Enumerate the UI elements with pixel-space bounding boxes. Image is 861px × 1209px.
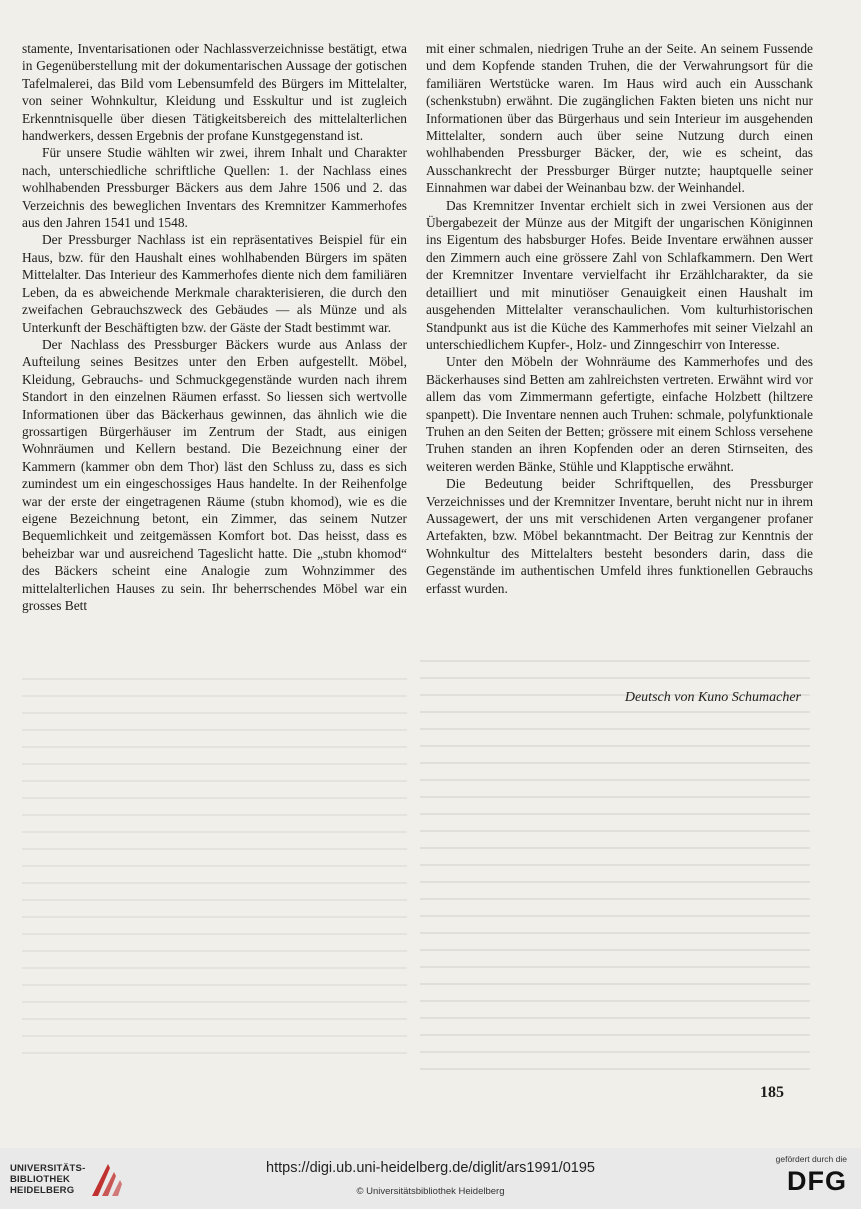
institution-line: UNIVERSITÄTS- xyxy=(10,1163,86,1174)
copyright-notice: © Universitätsbibliothek Heidelberg xyxy=(356,1186,505,1197)
institution-line: HEIDELBERG xyxy=(10,1185,75,1196)
funding-caption: gefördert durch die xyxy=(775,1154,847,1164)
show-through-right xyxy=(420,660,810,1070)
paragraph: Unter den Möbeln der Wohnräume des Kammerhofes und des Bäckerhauses sind Betten am zahlreichsten vertreten. Erwähnt wird vor allem das vom Zimmermann gefertigte, einfache Holzbett (hiltzere spanpett). Die Inventare nennen auch Truhen: schmale, polyfunktionale Truhen an den Seiten der Betten; grössere mit einem Schloss versehene Truhen standen an ihren Kopfenden oder an deren Stirnseiten, des weiteren werden Bänke, Stühle und Klapptische erwähnt. xyxy=(426,354,813,474)
dfg-logo: DFG xyxy=(787,1166,847,1196)
paragraph: stamente, Inventarisationen oder Nachlassverzeichnisse bestätigt, etwa in Gegenüberstellung mit der dokumentarischen Aussage der gotischen Tafelmalerei, das Bild vom Lebensumfeld des Bürgers im Mittelalter, von seiner Wohnkultur, Kleidung und Esskultur und ist zugleich Erkenntnisquelle über diesen Tätigkeitsbereich des mittelalterlichen handwerkers, dessen Ergebnis der profane Kunstgegenstand ist. xyxy=(22,41,407,144)
viewer-footer xyxy=(0,1148,861,1209)
paragraph: Der Nachlass des Pressburger Bäckers wurde aus Anlass der Aufteilung seines Besitzes unter den Erben aufgestellt. Möbel, Kleidung, Gebrauchs- und Schmuckgegenstände wurden nach ihrem Standort in den einzelnen Räumen erfasst. So liessen sich wertvolle Informationen über das Bäckerhaus gewinnen, das ähnlich wie die grossartigen Bürgerhäuser im Zentrum der Stadt, aus einigen Wohnräumen und Kellern bestand. Die Bezeichnung einer der Kammern (kammer obn dem Thor) läst den Schluss zu, dass es sich zumindest um ein eingeschossiges Haus handelte. In der Reihenfolge war der erste der eingetragenen Räume (stubn khomod), wie es die eigene Bezeichnung betont, ein Zimmer, das seinem Nutzer Bequemlichkeit und zeitgemässen Komfort bot. Das heisst, dass es beheizbar war und ausreichend Tageslicht hatte. Die „stubn khomod“ des Bäckers scheint eine Analogie zum Wohnzimmer des mittelalterlichen Hauses zu sein. Ihr beherrschendes Möbel war ein grosses Bett xyxy=(22,336,407,613)
paragraph: Für unsere Studie wählten wir zwei, ihrem Inhalt und Charakter nach, unterschiedliche schriftliche Quellen: 1. der Nachlass eines wohlhabenden Pressburger Bäckers aus dem Jahre 1506 und 2. das Verzeichnis des beweglichen Inventars des Kremnitzer Kammerhofes aus den Jahren 1541 und 1548. xyxy=(22,145,407,231)
translator-credit: Deutsch von Kuno Schumacher xyxy=(624,690,801,705)
right-text-column xyxy=(426,40,813,597)
page-url-link[interactable]: https://digi.ub.uni-heidelberg.de/diglit/ars1991/0195 xyxy=(266,1160,595,1176)
show-through-left xyxy=(22,678,407,1068)
page-number: 185 xyxy=(760,1084,784,1101)
institution-line: BIBLIOTHEK xyxy=(10,1174,71,1185)
paragraph: Das Kremnitzer Inventar erchielt sich in zwei Versionen aus der Übergabezeit der Münze aus der Mitgift der ungarischen Königinnen ins Eigentum des habsburger Hofes. Beide Inventare erwähnen ausser den Zimmern auch eine grössere Zahl von Schlafkammern. Den Wert der Kremnitzer Inventare vervielfacht ihr Erzählcharakter, da sie detailliert und mit minutiöser Genauigkeit einen Haushalt im ausgehenden Mittelalter veranschaulichen. Vom kulturhistorischen Standpunkt aus ist die Küche des Kammerhofes mit seiner Vielzahl an unterschiedlichem Kupfer-, Holz- und Zinngeschirr von Interesse. xyxy=(426,197,813,352)
paragraph: Die Bedeutung beider Schriftquellen, des Pressburger Verzeichnisses und der Kremnitzer Inventare, beruht nicht nur in ihrem Aussagewert, der uns mit verschidenen Arten vergangener profaner Artefakten, bzw. Möbel bekanntmacht. Der Beitrag zur Kenntnis der Wohnkultur des Mittelalters besteht besonders darin, dass die Gegenstände im authentischen Umfeld ihres funktionellen Gebrauchs erfasst wurden. xyxy=(426,476,813,596)
paragraph: Der Pressburger Nachlass ist ein repräsentatives Beispiel für ein Haus, bzw. für den Haushalt eines wohlhabenden Bürgers im späten Mittelalter. Das Interieur des Kammerhofes diente nich dem familiären Leben, da es abweichende Merkmale charakterisieren, die durch den zweifachen Gebrauchszweck des Gebäudes — als Münze und als Unterkunft der Beschäftigten bzw. der Gäste der Stadt bestimmt war. xyxy=(22,232,407,335)
dfg-funding-logo[interactable] xyxy=(747,1154,847,1202)
paragraph: mit einer schmalen, niedrigen Truhe an der Seite. An seinem Fussende und dem Kopfende standen Truhen, die der Verwahrungsort für die familiären Wertstücke waren. Im Haus wird auch ein Ausschank (schenkstubn) erwähnt. Die zugänglichen Fakten bieten uns nicht nur Informationen über das Bürgerhaus und sein Interieur im ausgehenden Mittelalter, sondern auch über seine Nutzung durch einen wohlhabenden Pressburger Bäcker, der, wie es scheint, das Ausschankrecht der Pressburger Bürger nutzte; hauptquelle seiner Einnahmen war dabei der Weinanbau bzw. der Weinhandel. xyxy=(426,41,813,196)
left-text-column xyxy=(22,40,407,614)
